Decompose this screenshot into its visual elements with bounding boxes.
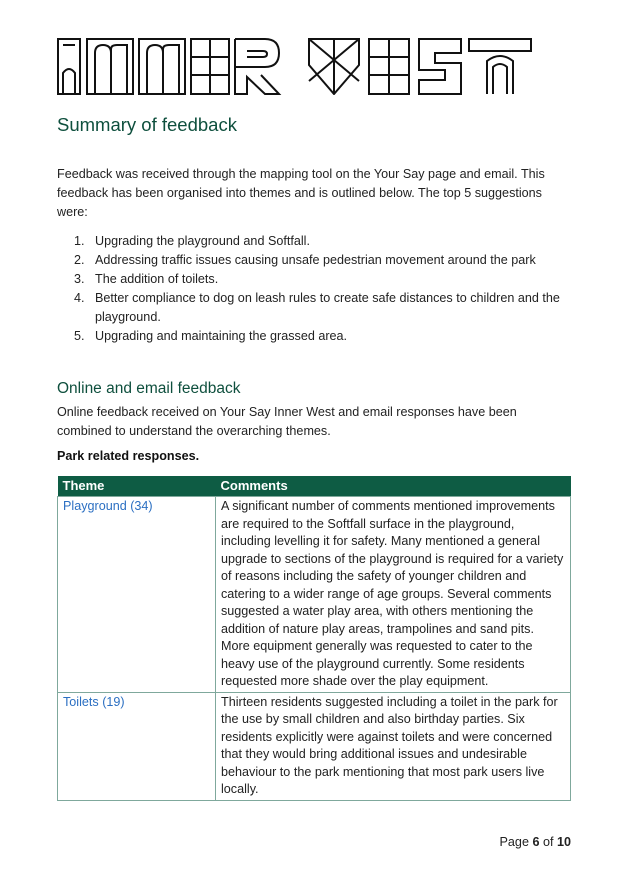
list-item bbox=[57, 270, 571, 289]
page-title: Summary of feedback bbox=[57, 114, 237, 135]
top-suggestions-list bbox=[57, 232, 571, 346]
list-item-text: Upgrading the playground and Softfall. bbox=[95, 234, 310, 248]
table-header-row bbox=[58, 476, 571, 497]
list-item-number: 4. bbox=[74, 291, 85, 305]
column-header-theme: Theme bbox=[58, 476, 216, 497]
list-item-text: The addition of toilets. bbox=[95, 272, 219, 286]
list-item-text: Addressing traffic issues causing unsafe pedestrian movement around the park bbox=[95, 253, 536, 267]
list-item-number: 1. bbox=[74, 234, 85, 248]
list-item-number: 3. bbox=[74, 272, 85, 286]
table-row bbox=[58, 497, 571, 693]
intro-paragraph: Feedback was received through the mapping tool on the Your Say page and email. This feedback has been organised into themes and is outlined below. The top 5 suggestions were: bbox=[57, 167, 545, 219]
list-item-number: 2. bbox=[74, 253, 85, 267]
table-caption: Park related responses. bbox=[57, 449, 200, 463]
page-prefix: Page bbox=[499, 835, 533, 849]
table-row bbox=[58, 692, 571, 800]
current-page: 6 bbox=[532, 835, 540, 849]
page-number bbox=[500, 835, 571, 849]
inner-west-logo bbox=[57, 37, 533, 95]
theme-cell: Toilets (19) bbox=[58, 692, 216, 800]
total-pages: 10 bbox=[556, 835, 571, 849]
list-item bbox=[57, 289, 571, 327]
page-separator: of bbox=[539, 835, 557, 849]
column-header-comments: Comments bbox=[216, 476, 571, 497]
comments-cell: Thirteen residents suggested including a toilet in the park for the use by small children and also birthday parties. Six residents explicitly were against toilets and were concerned that they would bring additional issues and undesirable behaviour to the park mentioning that most park users live locally. bbox=[216, 692, 571, 800]
list-item bbox=[57, 232, 571, 251]
list-item bbox=[57, 327, 571, 346]
list-item-text: Upgrading and maintaining the grassed area. bbox=[95, 329, 348, 343]
list-item bbox=[57, 251, 571, 270]
section-heading: Online and email feedback bbox=[57, 380, 241, 397]
theme-cell: Playground (34) bbox=[58, 497, 216, 693]
list-item-text: Better compliance to dog on leash rules to create safe distances to children and the playground. bbox=[95, 291, 560, 324]
comments-cell: A significant number of comments mentioned improvements are required to the Softfall surface in the playground, including levelling it for safety. Many mentioned a general upgrade to sections of the playground is required for a variety of reasons including the safety of younger children and catering to a wider range of age groups. Several comments suggested a water play area, with others mentioning the addition of nature play areas, trampolines and sand pits. More equipment generally was requested to cater to the heavy use of the playground currently. Some residents requested more shade over the play equipment. bbox=[216, 497, 571, 693]
section-paragraph: Online feedback received on Your Say Inner West and email responses have been combined to understand the overarching themes. bbox=[57, 405, 517, 438]
list-item-number: 5. bbox=[74, 329, 85, 343]
feedback-table bbox=[57, 476, 571, 801]
